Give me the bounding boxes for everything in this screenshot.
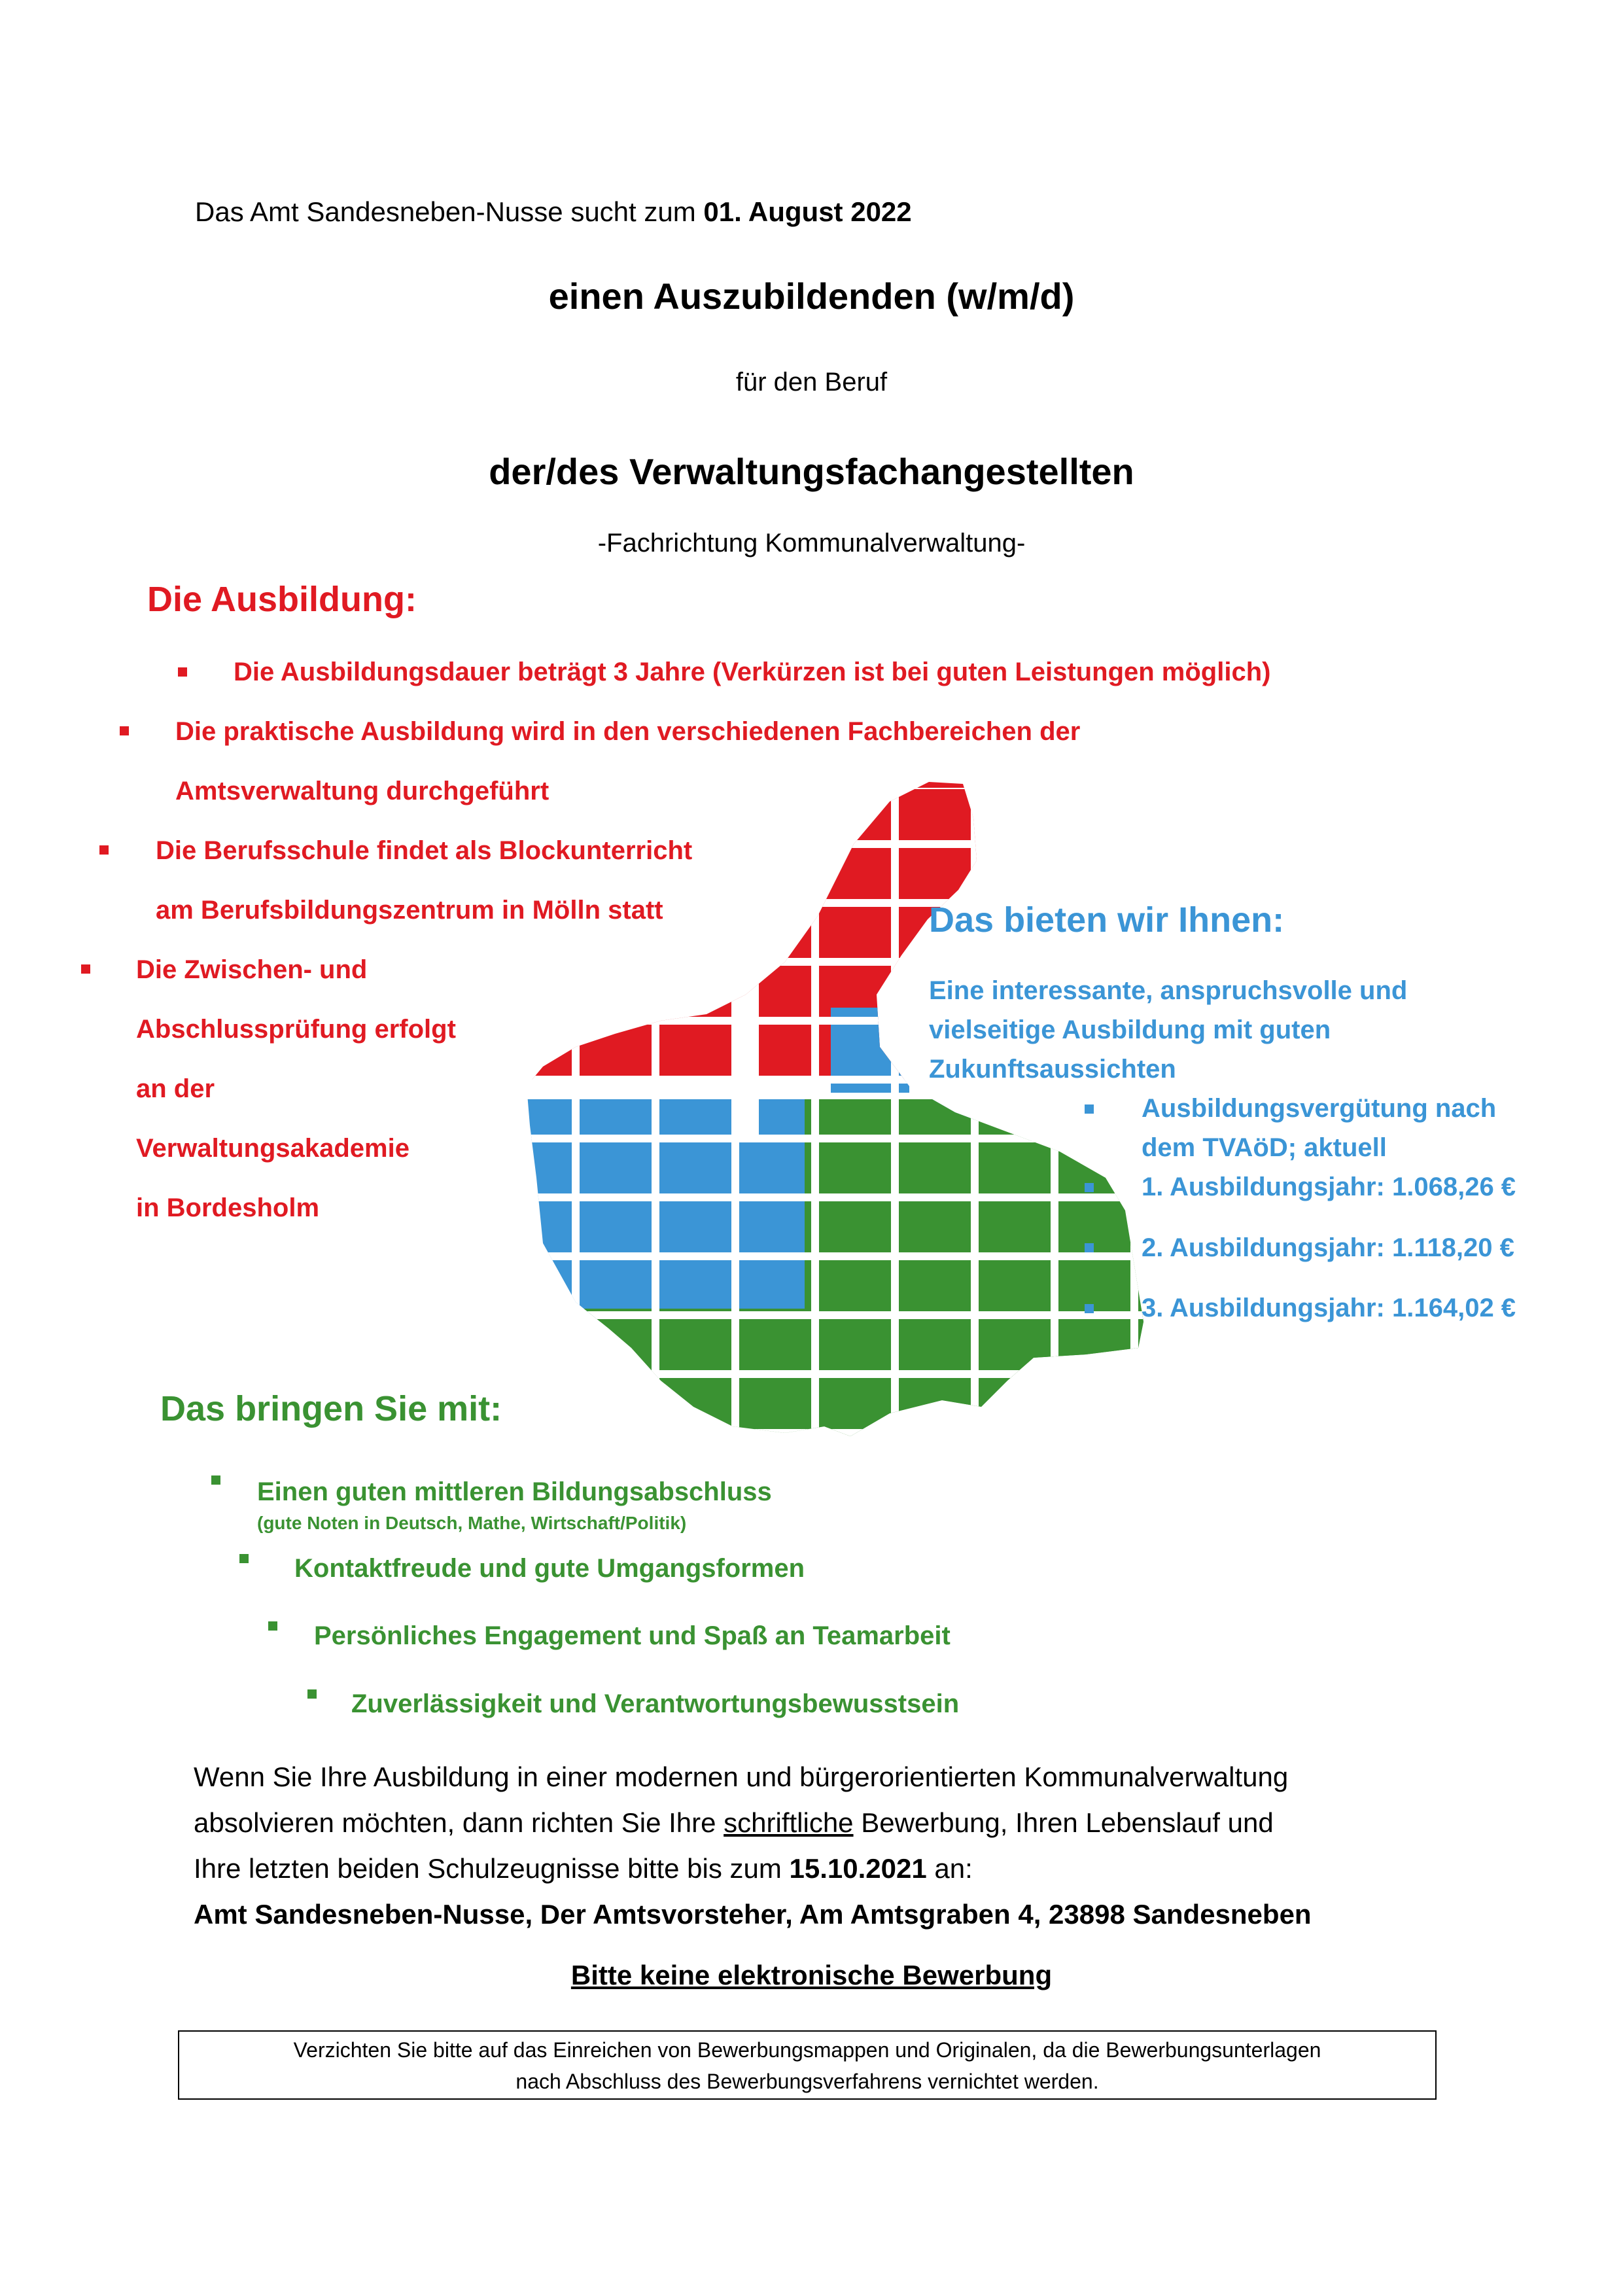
ausbildung-item-2b: Amtsverwaltung durchgeführt xyxy=(175,777,550,805)
angebot-item-3: 2. Ausbildungsjahr: 1.118,20 € xyxy=(1142,1233,1514,1262)
ausbildung-item-1: Die Ausbildungsdauer beträgt 3 Jahre (Verkürzen ist bei guten Leistungen möglich) xyxy=(234,658,1271,686)
bewerbung-deadline: 15.10.2021 xyxy=(789,1853,927,1884)
bullet-icon xyxy=(99,845,109,855)
bullet-icon xyxy=(178,667,187,677)
bewerbung-address: Amt Sandesneben-Nusse, Der Amtsvorsteher, Am Amtsgraben 4, 23898 Sandesneben xyxy=(194,1899,1312,1930)
ausbildung-item-3: Die Berufsschule findet als Blockunterricht xyxy=(156,836,693,865)
bewerbung-line-2 xyxy=(194,1807,1274,1839)
ausbildung-item-3b: am Berufsbildungszentrum in Mölln statt xyxy=(156,896,663,925)
ausbildung-item-4d: Verwaltungsakademie xyxy=(136,1134,410,1163)
documents-notice-line-1: Verzichten Sie bitte auf das Einreichen von Bewerbungsmappen und Originalen, da die Bewerbungsunterlagen xyxy=(293,2038,1321,2062)
bewerbung-line-1: Wenn Sie Ihre Ausbildung in einer modernen und bürgerorientierten Kommunalverwaltung xyxy=(194,1761,1289,1792)
anforderungen-item-4: Zuverlässigkeit und Verantwortungsbewusstsein xyxy=(351,1689,960,1718)
angebot-heading: Das bieten wir Ihnen: xyxy=(929,900,1285,940)
anforderungen-heading: Das bringen Sie mit: xyxy=(160,1389,502,1428)
bewerbung-line-2-underlined: schriftliche xyxy=(724,1807,854,1838)
bewerbung-line-2-post: Bewerbung, Ihren Lebenslauf und xyxy=(853,1807,1274,1838)
ausbildung-item-4: Die Zwischen- und xyxy=(136,955,368,984)
specialization: -Fachrichtung Kommunalverwaltung- xyxy=(597,529,1026,557)
angebot-item-4: 3. Ausbildungsjahr: 1.164,02 € xyxy=(1142,1294,1516,1322)
job-title: der/des Verwaltungsfachangestellten xyxy=(489,451,1134,492)
bewerbung-line-3-pre: Ihre letzten beiden Schulzeugnisse bitte bis zum xyxy=(194,1853,790,1884)
anforderungen-item-2: Kontaktfreude und gute Umgangsformen xyxy=(294,1554,805,1583)
ausbildung-item-4b: Abschlussprüfung erfolgt xyxy=(136,1015,456,1044)
bullet-icon xyxy=(81,964,90,974)
anforderungen-item-3: Persönliches Engagement und Spaß an Teamarbeit xyxy=(314,1621,951,1650)
angebot-item-1: Ausbildungsvergütung nach xyxy=(1142,1094,1497,1123)
angebot-item-1b: dem TVAöD; aktuell xyxy=(1142,1133,1387,1162)
angebot-intro-1: Eine interessante, anspruchsvolle und xyxy=(929,976,1408,1005)
intro-text: Das Amt Sandesneben-Nusse sucht zum xyxy=(195,196,696,227)
anforderungen-item-1: Einen guten mittleren Bildungsabschluss xyxy=(257,1477,772,1506)
bullet-icon xyxy=(120,726,129,735)
intro-date: 01. August 2022 xyxy=(703,196,912,227)
bullet-icon xyxy=(211,1475,220,1485)
intro-line xyxy=(195,196,912,228)
no-email-notice: Bitte keine elektronische Bewerbung xyxy=(570,1960,1053,1990)
position-title: einen Auszubildenden (w/m/d) xyxy=(548,275,1075,317)
bullet-icon xyxy=(1085,1304,1094,1313)
ausbildung-item-2: Die praktische Ausbildung wird in den verschiedenen Fachbereichen der xyxy=(175,717,1081,746)
bewerbung-line-3 xyxy=(194,1853,973,1884)
bewerbung-line-3-post: an: xyxy=(926,1853,973,1884)
bewerbung-line-2-pre: absolvieren möchten, dann richten Sie Ihre xyxy=(194,1807,724,1838)
bullet-icon xyxy=(1085,1104,1094,1114)
bullet-icon xyxy=(1085,1183,1094,1192)
job-intro: für den Beruf xyxy=(735,368,888,397)
angebot-item-2: 1. Ausbildungsjahr: 1.068,26 € xyxy=(1142,1173,1516,1201)
documents-notice-line-2: nach Abschluss des Bewerbungsverfahrens vernichtet werden. xyxy=(515,2070,1099,2093)
bullet-icon xyxy=(307,1689,317,1699)
angebot-intro-2: vielseitige Ausbildung mit guten xyxy=(929,1016,1331,1044)
ausbildung-item-4e: in Bordesholm xyxy=(136,1193,320,1222)
bullet-icon xyxy=(1085,1243,1094,1252)
anforderungen-note: (gute Noten in Deutsch, Mathe, Wirtschaft/Politik) xyxy=(257,1513,687,1533)
bullet-icon xyxy=(268,1621,277,1631)
bullet-icon xyxy=(239,1554,249,1563)
ausbildung-item-4c: an der xyxy=(136,1074,215,1103)
ausbildung-heading: Die Ausbildung: xyxy=(147,580,417,619)
angebot-intro-3: Zukunftsaussichten xyxy=(929,1055,1176,1084)
documents-notice-box xyxy=(178,2030,1437,2100)
